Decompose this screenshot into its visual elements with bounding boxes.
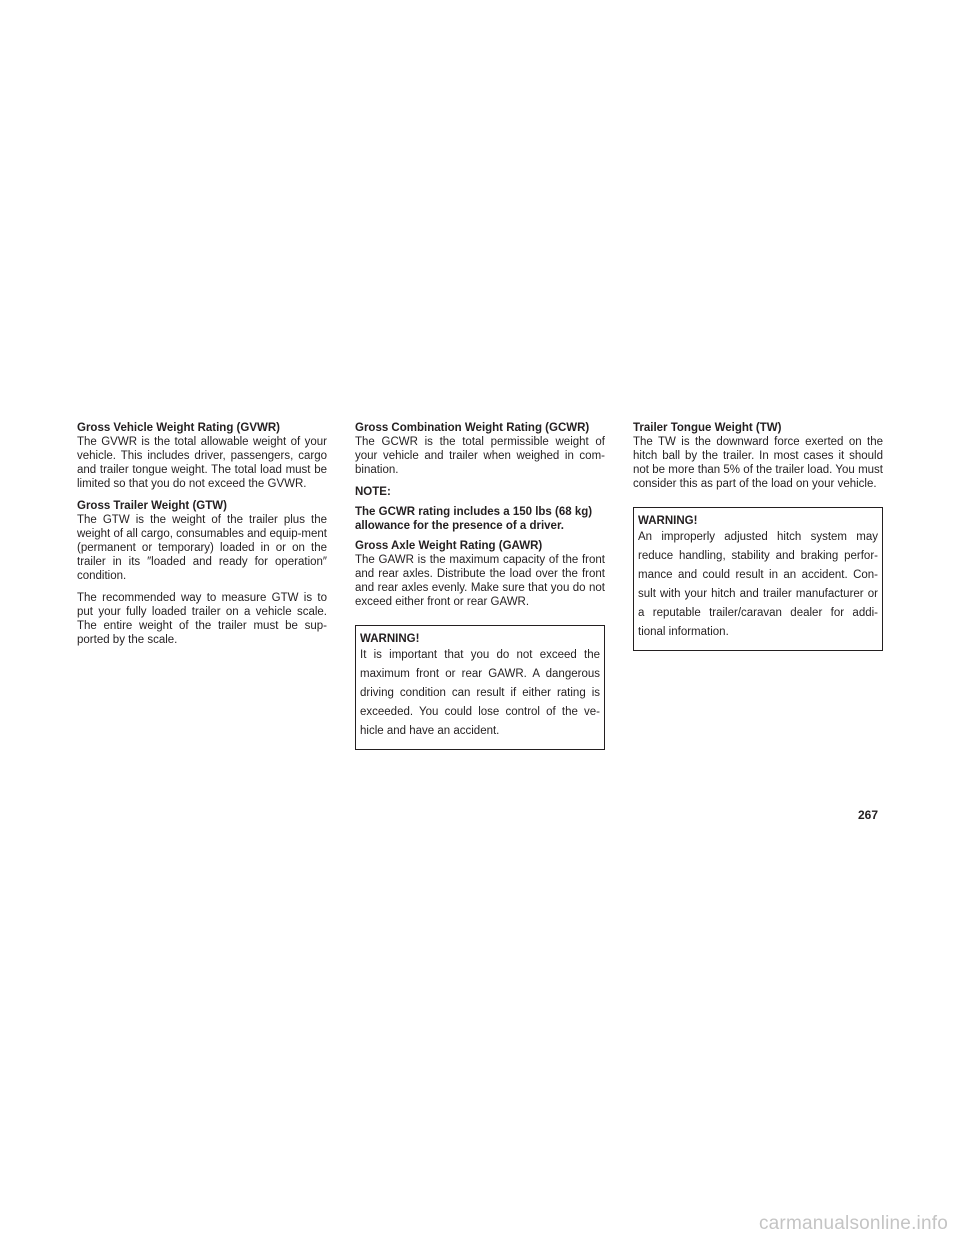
section-text: The TW is the downward force exerted on the hitch ball by the trailer. In most cases it should not be more than 5% of the trailer load. You must consider this as part of the load on your vehicle. (633, 436, 883, 490)
warning-box-hitch (633, 507, 883, 651)
note-text: The GCWR rating includes a 150 lbs (68 kg) allowance for the presence of a driver. (355, 506, 593, 532)
warning-text: It is important that you do not exceed the maximum front or rear GAWR. A dangerous driving condition can result if either rating is exceeded. You could lose control of the ve-hicle and have an accident. (360, 649, 600, 737)
note-label: NOTE: (355, 486, 391, 498)
section-text: The GAWR is the maximum capacity of the front and rear axles. Distribute the load over the front and rear axles evenly. Make sure that you do not exceed either front or rear GAWR. (355, 554, 605, 608)
column-right (633, 421, 883, 651)
section-gvwr (77, 421, 327, 491)
warning-title: WARNING! (638, 515, 698, 527)
section-tw (633, 421, 883, 491)
section-text: The GTW is the weight of the trailer plus the weight of all cargo, consumables and equip-ment (permanent or temporary) loaded in or on the trailer in its ″loaded and ready for operation″ condition. (77, 514, 327, 582)
section-gawr (355, 539, 605, 609)
section-heading: Gross Axle Weight Rating (GAWR) (355, 540, 543, 552)
section-text: The GVWR is the total allowable weight of your vehicle. This includes driver, passengers, cargo and trailer tongue weight. The total load must be limited so that you do not exceed the GVWR. (77, 436, 327, 490)
section-heading: Trailer Tongue Weight (TW) (633, 422, 782, 434)
section-heading: Gross Combination Weight Rating (GCWR) (355, 422, 590, 434)
watermark: carmanualsonline.info (758, 1213, 948, 1234)
column-left (77, 421, 327, 655)
warning-text: An improperly adjusted hitch system may reduce handling, stability and braking perfor-mance and could result in an accident. Con-sult with your hitch and trailer manufacturer or a reputable trailer/caravan dealer for addi-tional information. (638, 531, 878, 638)
column-middle (355, 421, 605, 750)
section-heading: Gross Vehicle Weight Rating (GVWR) (77, 422, 280, 434)
section-heading: Gross Trailer Weight (GTW) (77, 500, 227, 512)
warning-title: WARNING! (360, 633, 420, 645)
gtw-measure-text: The recommended way to measure GTW is to put your fully loaded trailer on a vehicle scale. The entire weight of the trailer must be sup-ported by the scale. (77, 592, 327, 646)
section-text: The GCWR is the total permissible weight of your vehicle and trailer when weighed in com-bination. (355, 436, 605, 476)
section-gtw (77, 499, 327, 583)
warning-box-gawr (355, 625, 605, 750)
section-gcwr (355, 421, 605, 477)
page-number: 267 (858, 808, 879, 822)
